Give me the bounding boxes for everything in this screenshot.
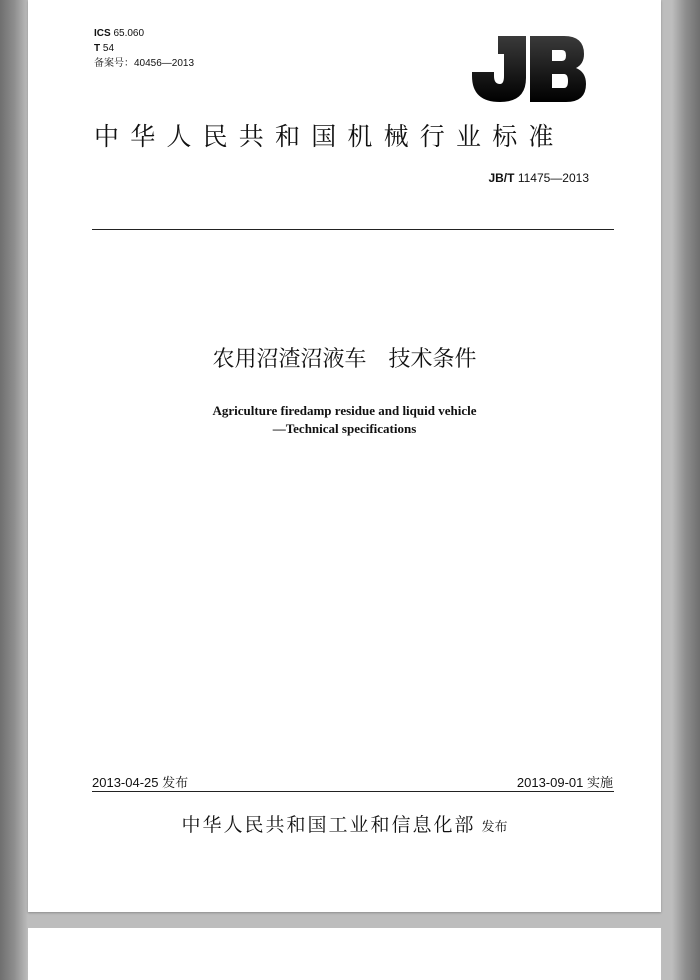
footer-divider [92,791,614,792]
classification-code [94,41,194,56]
standard-meta [94,26,194,71]
standard-category-title: 中华人民共和国机械行业标准 [94,122,565,151]
issuing-authority [28,810,661,837]
issuer-name: 中华人民共和国工业和信息化部 [181,814,476,836]
header-divider [92,229,614,230]
ics-code [94,26,194,41]
ics-label: ICS [94,28,111,39]
standard-number-value: 11475—2013 [517,171,589,185]
standard-number [488,171,589,185]
title-en-line2: —Technical specifications [272,421,417,436]
document-page [28,0,661,912]
filing-label: 备案号： [94,58,134,69]
filing-number [94,56,194,71]
standard-prefix: JB/T [488,171,515,185]
jb-logo-mark [468,28,588,108]
document-title-cn: 农用沼渣沼液车 技术条件 [212,347,477,372]
classification-value: 54 [102,43,115,54]
jb-logo [468,28,588,108]
title-en-line1: Agriculture firedamp residue and liquid vehicle [212,403,477,418]
issue-date: 2013-04-25 发布 [92,775,189,790]
implementation-date: 2013-09-01 实施 [516,775,613,790]
filing-value: 40456—2013 [134,58,195,69]
ics-value: 65.060 [113,28,145,39]
document-title-en [28,402,661,438]
next-page-preview [28,928,661,980]
issuer-verb: 发布 [481,820,508,835]
classification-label: T [94,43,101,54]
